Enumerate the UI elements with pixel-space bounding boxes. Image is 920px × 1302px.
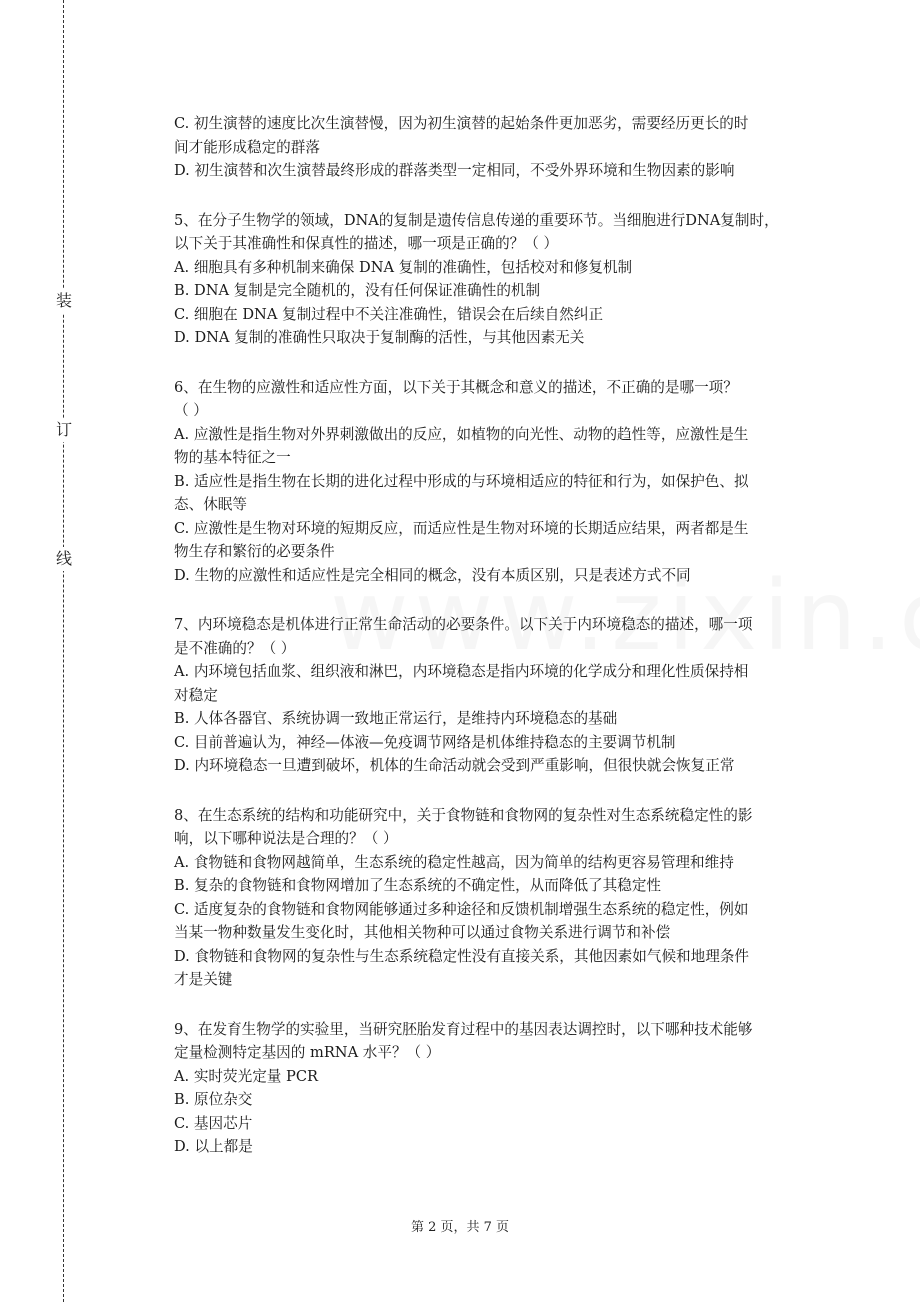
question-text-line: 对稳定 — [174, 686, 218, 704]
question-text-line: D. 内环境稳态一旦遭到破坏，机体的生命活动就会受到严重影响，但很快就会恢复正常 — [174, 757, 735, 774]
question-text-line: 才是关键 — [174, 971, 233, 988]
binding-dashed-line — [63, 0, 64, 1302]
question-text-line: A. 应激性是指生物对外界刺激做出的反应，如植物的向光性、动物的趋性等，应激性是生 — [174, 425, 749, 443]
question-text-line: D. 以上都是 — [174, 1138, 253, 1155]
question-text-line: B. 原位杂交 — [174, 1091, 253, 1108]
question-text-line: C. 适度复杂的食物链和食物网能够通过多种途径和反馈机制增强生态系统的稳定性，例如 — [174, 900, 749, 918]
block-spacer — [174, 183, 820, 209]
question-text-line: 5、在分子生物学的领域，DNA的复制是遗传信息传递的重要环节。当细胞进行DNA复制时， — [174, 211, 779, 229]
question-text-line: B. 人体各器官、系统协调一致地正常运行，是维持内环境稳态的基础 — [174, 710, 618, 727]
question-text-line: C. 应激性是生物对环境的短期反应，而适应性是生物对环境的长期适应结果，两者都是生 — [174, 519, 749, 537]
question-text-line: A. 实时荧光定量 PCR — [174, 1067, 318, 1085]
question-text-line: A. 食物链和食物网越简单，生态系统的稳定性越高，因为简单的结构更容易管理和维持 — [174, 853, 734, 871]
question-text-line: C. 目前普遍认为，神经—体液—免疫调节网络是机体维持稳态的主要调节机制 — [174, 733, 676, 751]
block-spacer — [174, 350, 820, 376]
question-text-line: C. 细胞在 DNA 复制过程中不关注准确性，错误会在后续自然纠正 — [174, 305, 604, 323]
question-text-line: 是不准确的？（ ） — [174, 639, 296, 657]
question-block-q4-tail — [174, 112, 820, 183]
question-text-line: D. 食物链和食物网的复杂性与生态系统稳定性没有直接关系，其他因素如气候和地理条件 — [174, 947, 750, 965]
block-spacer — [174, 992, 820, 1018]
question-text-line: （ ） — [174, 402, 208, 419]
question-text-line: C. 初生演替的速度比次生演替慢，因为初生演替的起始条件更加恶劣，需要经历更长的时 — [174, 115, 749, 132]
question-text-line: 当某一物种数量发生变化时，其他相关物种可以通过食物关系进行调节和补偿 — [174, 924, 671, 941]
question-text-line: 9、在发育生物学的实验里，当研究胚胎发育过程中的基因表达调控时，以下哪种技术能够 — [174, 1020, 753, 1038]
question-block-q7 — [174, 613, 820, 778]
question-text-line: 态、休眠等 — [174, 496, 247, 513]
page-number: 第 2 页，共 7 页 — [410, 1220, 510, 1235]
question-block-q6 — [174, 376, 820, 588]
question-text-line: 7、内环境稳态是机体进行正常生命活动的必要条件。以下关于内环境稳态的描述，哪一项 — [174, 616, 753, 633]
question-block-q5 — [174, 209, 820, 350]
question-text-line: B. DNA 复制是完全随机的，没有任何保证准确性的机制 — [174, 282, 541, 299]
binding-label-xian: 线 — [53, 547, 75, 571]
question-text-line: 物的基本特征之一 — [174, 449, 291, 466]
block-spacer — [174, 778, 820, 804]
question-text-line: 响，以下哪种说法是合理的？（ ） — [174, 830, 398, 847]
question-content — [174, 112, 820, 1159]
question-text-line: 8、在生态系统的结构和功能研究中，关于食物链和食物网的复杂性对生态系统稳定性的影 — [174, 806, 753, 824]
question-text-line: B. 复杂的食物链和食物网增加了生态系统的不确定性，从而降低了其稳定性 — [174, 877, 662, 894]
question-text-line: C. 基因芯片 — [174, 1114, 253, 1132]
question-text-line: 物生存和繁衍的必要条件 — [174, 543, 335, 560]
question-text-line: 定量检测特定基因的 mRNA 水平？（ ） — [174, 1044, 441, 1061]
binding-label-ding: 订 — [53, 418, 75, 442]
question-text-line: D. 生物的应激性和适应性是完全相同的概念，没有本质区别，只是表述方式不同 — [174, 566, 691, 584]
question-text-line: A. 细胞具有多种机制来确保 DNA 复制的准确性，包括校对和修复机制 — [174, 258, 633, 276]
question-text-line: D. 初生演替和次生演替最终形成的群落类型一定相同，不受外界环境和生物因素的影响 — [174, 162, 735, 179]
question-text-line: 间才能形成稳定的群落 — [174, 138, 320, 156]
binding-label-zhuang: 装 — [53, 289, 75, 313]
question-text-line: 以下关于其准确性和保真性的描述，哪一项是正确的？（ ） — [174, 235, 559, 252]
question-block-q9 — [174, 1018, 820, 1159]
question-block-q8 — [174, 804, 820, 992]
question-text-line: B. 适应性是指生物在长期的进化过程中形成的与环境相适应的特征和行为，如保护色、拟 — [174, 472, 749, 490]
question-text-line: 6、在生物的应激性和适应性方面，以下关于其概念和意义的描述，不正确的是哪一项？ — [174, 378, 738, 396]
question-text-line: A. 内环境包括血浆、组织液和淋巴，内环境稳态是指内环境的化学成分和理化性质保持相 — [174, 663, 749, 680]
block-spacer — [174, 587, 820, 613]
question-text-line: D. DNA 复制的准确性只取决于复制酶的活性，与其他因素无关 — [174, 329, 585, 346]
